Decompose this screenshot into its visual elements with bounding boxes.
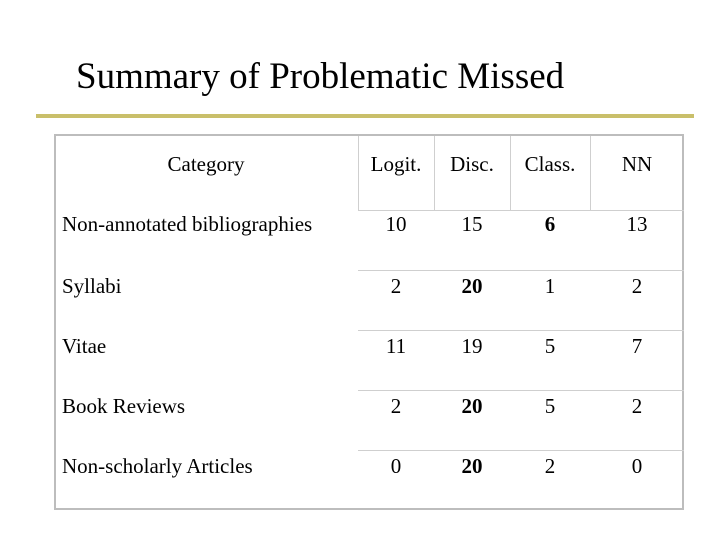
cell-logit: 10: [385, 212, 407, 236]
cell-nn: 2: [631, 274, 643, 298]
slide-title: Summary of Problematic Missed: [76, 56, 565, 97]
cell-logit: 0: [390, 454, 402, 478]
cell-nn: 7: [631, 334, 643, 358]
cell-disc: 20: [461, 274, 483, 298]
header-nn: NN: [621, 152, 653, 176]
cell-disc: 19: [461, 334, 483, 358]
cell-logit: 2: [390, 274, 402, 298]
cell-class: 5: [544, 334, 556, 358]
row-divider: [358, 450, 684, 451]
cell-nn: 2: [631, 394, 643, 418]
row-divider: [358, 270, 684, 271]
row-category: Syllabi: [62, 274, 122, 298]
header-category: Category: [167, 152, 245, 176]
cell-logit: 11: [385, 334, 407, 358]
row-divider: [358, 210, 684, 211]
cell-class: 6: [544, 212, 556, 236]
cell-class: 5: [544, 394, 556, 418]
cell-nn: 13: [626, 212, 648, 236]
row-category: Book Reviews: [62, 394, 186, 418]
header-logit: Logit.: [370, 152, 422, 176]
row-category: Non-scholarly Articles: [62, 454, 253, 478]
cell-disc: 15: [461, 212, 483, 236]
cell-logit: 2: [390, 394, 402, 418]
row-category: Vitae: [62, 334, 107, 358]
row-divider: [358, 390, 684, 391]
cell-nn: 0: [631, 454, 643, 478]
header-disc: Disc.: [450, 152, 494, 176]
summary-table: [54, 134, 684, 510]
row-category: Non-annotated bibliographies: [62, 212, 313, 236]
cell-class: 2: [544, 454, 556, 478]
cell-disc: 20: [461, 394, 483, 418]
cell-disc: 20: [461, 454, 483, 478]
row-divider: [358, 330, 684, 331]
header-class: Class.: [524, 152, 576, 176]
cell-class: 1: [544, 274, 556, 298]
title-underline: [36, 114, 694, 118]
